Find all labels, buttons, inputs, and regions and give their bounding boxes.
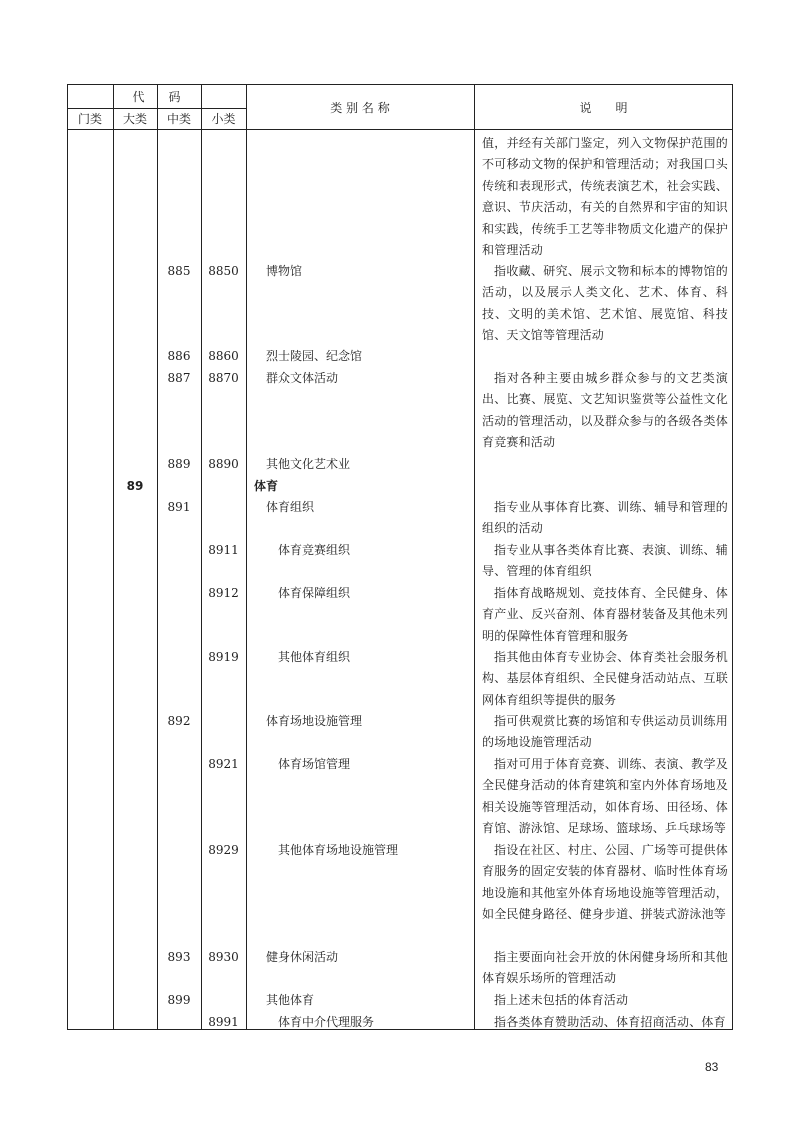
xiaolei-code: 8890 <box>208 457 239 471</box>
xiaolei-code: 8912 <box>208 586 239 600</box>
category-description: 指其他由体育专业协会、体育类社会服务机构、基层体育组织、全民健身活动站点、互联网体育组织等提供的服务 <box>482 650 728 707</box>
col-divider <box>246 84 247 1030</box>
category-description: 指对各种主要由城乡群众参与的文艺类演出、比赛、展览、文艺知识鉴赏等公益性文化活动的管理活动，以及群众参与的各级各类体育竞赛和活动 <box>482 371 728 450</box>
col-divider <box>157 84 158 1030</box>
menlei-header: 门类 <box>77 112 102 126</box>
category-name: 体育组织 <box>266 500 315 514</box>
xiaolei-code: 8929 <box>208 843 239 857</box>
category-name: 体育中介代理服务 <box>278 1015 375 1029</box>
zhonglei-code: 893 <box>167 950 191 964</box>
code-group-header: 代 码 <box>132 90 181 104</box>
col-divider <box>474 84 475 1030</box>
xiaolei-code: 8921 <box>208 757 239 771</box>
category-description: 指体育战略规划、竞技体育、全民健身、体育产业、反兴奋剂、体育器材装备及其他未列明的保障性体育管理和服务 <box>482 586 728 643</box>
dalei-header: 大类 <box>122 112 147 126</box>
category-name: 其他文化艺术业 <box>266 457 351 471</box>
code-header-divider <box>67 108 246 109</box>
category-name: 其他体育组织 <box>278 650 351 664</box>
zhonglei-code: 885 <box>167 264 191 278</box>
zhonglei-code: 887 <box>167 371 191 385</box>
xiaolei-code: 8930 <box>208 950 239 964</box>
zhonglei-code: 889 <box>167 457 191 471</box>
category-description: 指上述未包括的体育活动 <box>494 993 629 1007</box>
category-description: 指各类体育赞助活动、体育招商活动、体育 <box>494 1015 726 1029</box>
description-header: 说 明 <box>579 101 628 115</box>
xiaolei-code: 8919 <box>208 650 239 664</box>
xiaolei-code: 8860 <box>208 349 239 363</box>
category-name: 群众文体活动 <box>266 371 339 385</box>
zhonglei-code: 892 <box>167 714 191 728</box>
zhonglei-header: 中类 <box>166 112 191 126</box>
category-name: 健身休闲活动 <box>266 950 339 964</box>
col-divider <box>113 84 114 1030</box>
zhonglei-code: 899 <box>167 993 191 1007</box>
category-description: 值，并经有关部门鉴定，列入文物保护范围的不可移动文物的保护和管理活动；对我国口头传统和表现形式，传统表演艺术，社会实践、意识、节庆活动，有关的自然界和宇宙的知识和实践，传统手工艺等非物质文化遗产的保护和管理活动 <box>482 136 728 258</box>
category-name: 其他体育场地设施管理 <box>278 843 399 857</box>
category-name: 烈士陵园、纪念馆 <box>266 349 363 363</box>
category-description: 指设在社区、村庄、公园、广场等可提供体育服务的固定安装的体育器材、临时性体育场地设施和其他室外体育场地设施等管理活动，如全民健身路径、健身步道、拼装式游泳池等 <box>482 843 728 922</box>
header-bottom-rule <box>67 129 733 130</box>
xiaolei-header: 小类 <box>211 112 236 126</box>
category-name: 体育 <box>254 479 279 493</box>
page-number: 83 <box>705 1060 719 1074</box>
category-description: 指专业从事各类体育比赛、表演、训练、辅导、管理的体育组织 <box>482 543 728 579</box>
xiaolei-code: 8991 <box>208 1015 239 1029</box>
zhonglei-code: 891 <box>167 500 191 514</box>
xiaolei-code: 8911 <box>208 543 239 557</box>
zhonglei-code: 886 <box>167 349 191 363</box>
category-description: 指收藏、研究、展示文物和标本的博物馆的活动，以及展示人类文化、艺术、体育、科技、文明的美术馆、艺术馆、展览馆、科技馆、天文馆等管理活动 <box>482 264 728 343</box>
category-name: 体育竞赛组织 <box>278 543 351 557</box>
category-description: 指可供观赏比赛的场馆和专供运动员训练用的场地设施管理活动 <box>482 714 728 750</box>
category-name: 体育场地设施管理 <box>266 714 363 728</box>
category-name-header: 类 别 名 称 <box>330 101 390 115</box>
category-name: 体育场馆管理 <box>278 757 351 771</box>
category-description: 指主要面向社会开放的休闲健身场所和其他体育娱乐场所的管理活动 <box>482 950 728 986</box>
dalei-code: 89 <box>126 479 144 493</box>
category-name: 博物馆 <box>266 264 303 278</box>
category-description: 指对可用于体育竞赛、训练、表演、教学及全民健身活动的体育建筑和室内外体育场地及相关设施等管理活动，如体育场、田径场、体育馆、游泳馆、足球场、篮球场、乒乓球场等 <box>482 757 728 836</box>
xiaolei-code: 8870 <box>208 371 239 385</box>
category-name: 其他体育 <box>266 993 315 1007</box>
category-name: 体育保障组织 <box>278 586 351 600</box>
xiaolei-code: 8850 <box>208 264 239 278</box>
category-description: 指专业从事体育比赛、训练、辅导和管理的组织的活动 <box>482 500 728 536</box>
